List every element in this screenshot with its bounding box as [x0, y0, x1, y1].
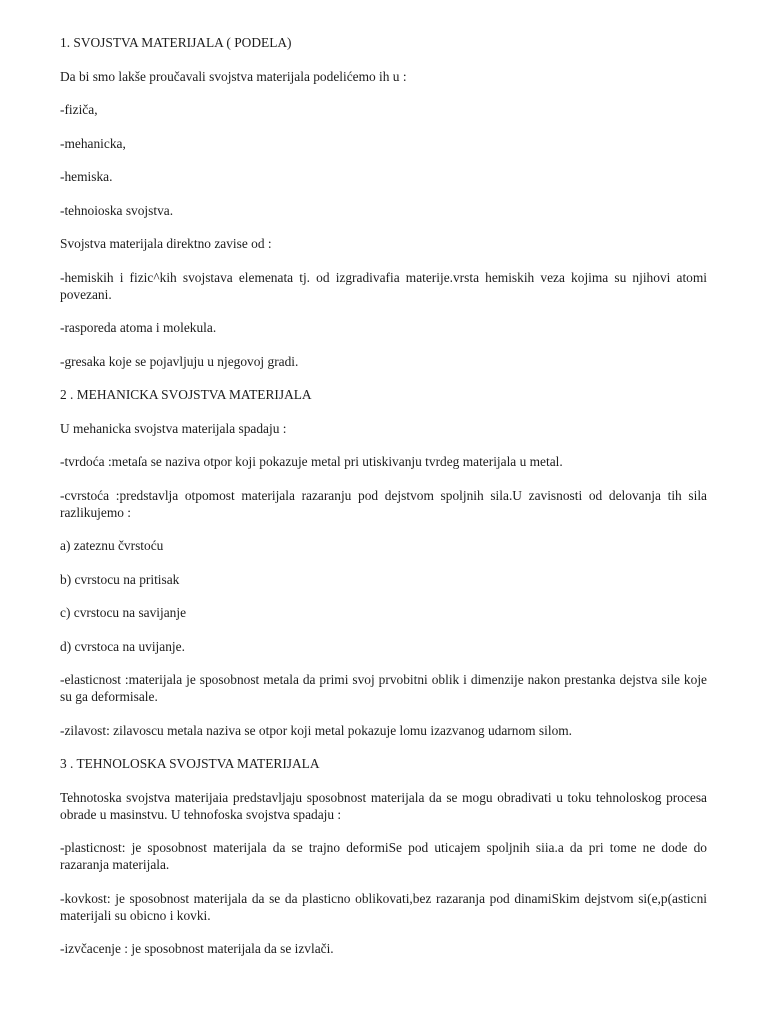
heading-section-3: 3 . TEHNOLOSKA SVOJSTVA MATERIJALA [60, 756, 320, 771]
list-item-technological: -tehnoioska svojstva. [60, 202, 174, 218]
heading-section-2: 2 . MEHANICKA SVOJSTVA MATERIJALA [60, 387, 312, 402]
tech-intro-paragraph: Tehnotoska svojstva materijaia predstavljaju sposobnost materijala da se mogu obradivati u toku tehnoloskog procesa obrade u masinstvu. U tehnofoska svojstva spadaju : [60, 789, 707, 822]
list-item-strength: -cvrstoća :predstavlja otpomost materijala razaranju pod dejstvom spoljnih sila.U zavisnosti od delovanja tih sila razlikujemo : [60, 487, 707, 520]
heading-section-1: 1. SVOJSTVA MATERIJALA ( PODELA) [60, 35, 292, 50]
list-item-elasticity: -elasticnost :materijala je sposobnost metala da primi svoj prvobitni oblik i dimenzije nakon prestanka dejstva sile koje su ga deformisale. [60, 672, 707, 704]
list-item-torsional-strength: d) cvrstoca na uvijanje. [60, 638, 185, 654]
list-item-physical: -fiziča, [60, 102, 98, 117]
depends-paragraph: Svojstva materijala direktno zavise od : [60, 236, 272, 251]
list-item-hardness: -tvrdoća :metaſa se naziva otpor koji pokazuje metal pri utiskivanju tvrdeg materijala u metal. [60, 454, 563, 469]
list-item-drawability: -izvčacenje : je sposobnost materijala da se izvlači. [60, 941, 334, 956]
list-item-plasticity: -plasticnost: je sposobnost materijala da se trajno deformiSe pod uticajem spoljnih siia.a da pri tome ne dode do razaranja materijala. [60, 840, 707, 872]
mech-intro-paragraph: U mehanicka svojstva materijala spadaju : [60, 420, 287, 436]
list-item-compressive-strength: b) cvrstocu na pritisak [60, 571, 180, 587]
list-item-chemical: -hemiska. [60, 169, 113, 184]
list-item-chemical-physical-properties: -hemiskih i fizic^kih svojstava elemenata tj. od izgradivafia materije.vrsta hemiskih veza kojima su njihovi atomi povezani. [60, 269, 707, 302]
list-item-defects: -gresaka koje se pojavljuju u njegovoj gradi. [60, 353, 299, 369]
list-item-atom-arrangement: -rasporeda atoma i molekula. [60, 320, 217, 335]
document-page [60, 34, 707, 974]
list-item-toughness: -zilavost: zilavoscu metala naziva se otpor koji metal pokazuje lomu izazvanog udarnom silom. [60, 722, 573, 738]
list-item-malleability: -kovkost: je sposobnost materijala da se da plasticno oblikovati,bez razaranja pod dinamiSkim dejstvom si(e,p(asticni materijali su obicno i kovki. [60, 890, 707, 923]
list-item-mechanical: -mehanicka, [60, 135, 126, 151]
intro-paragraph: Da bi smo lakše proučavali svojstva materijala podelićemo ih u : [60, 68, 407, 84]
list-item-tensile-strength: a) zateznu čvrstoću [60, 538, 164, 553]
list-item-bending-strength: c) cvrstocu na savijanje [60, 605, 187, 620]
